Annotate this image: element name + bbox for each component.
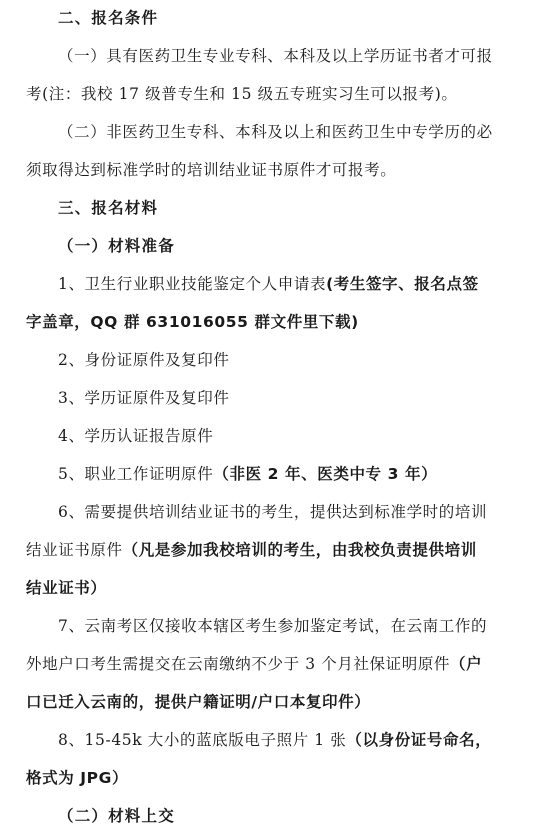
material-8-line-2: 格式为 JPG） — [26, 769, 129, 787]
requirement-2-line-2: 须取得达到标准学时的培训结业证书原件才可报考。 — [26, 161, 397, 179]
material-6-line-3: 结业证书） — [26, 579, 107, 597]
material-5 — [58, 464, 437, 484]
material-8-text: 8、15-45k 大小的蓝底版电子照片 1 张 — [58, 731, 347, 749]
material-3: 3、学历证原件及复印件 — [58, 389, 230, 407]
material-8-note: （以身份证号命名， — [346, 731, 492, 749]
material-1-text: 1、卫生行业职业技能鉴定个人申请表 — [58, 275, 327, 293]
material-6-text: 结业证书原件 — [26, 541, 123, 559]
section-heading-requirements: 二、报名条件 — [58, 9, 159, 27]
material-7-line-2 — [26, 654, 482, 674]
requirement-2-line-1: （二）非医药卫生专科、本科及以上和医药卫生中专学历的必 — [58, 123, 493, 141]
material-5-note: （非医 2 年、医类中专 3 年） — [213, 465, 438, 483]
subheading-material-submission: （二）材料上交 — [58, 807, 175, 825]
material-1-line-2: 字盖章，QQ 群 631016055 群文件里下载) — [26, 313, 359, 331]
subheading-material-preparation: （一）材料准备 — [58, 237, 175, 255]
requirement-1-line-2: 考(注：我校 17 级普专生和 15 级五专班实习生可以报考)。 — [26, 85, 458, 103]
material-7-text: 外地户口考生需提交在云南缴纳不少于 3 个月社保证明原件 — [26, 655, 451, 673]
material-4: 4、学历认证报告原件 — [58, 427, 214, 445]
material-7-line-1: 7、云南考区仅接收本辖区考生参加鉴定考试，在云南工作的 — [58, 617, 488, 635]
material-6-line-1: 6、需要提供培训结业证书的考生，提供达到标准学时的培训 — [58, 503, 488, 521]
requirement-1-line-1: （一）具有医药卫生专业专科、本科及以上学历证书者才可报 — [58, 47, 493, 65]
material-2: 2、身份证原件及复印件 — [58, 351, 230, 369]
section-heading-materials: 三、报名材料 — [58, 199, 159, 217]
material-7-note: （户 — [450, 655, 483, 673]
material-8-line-1 — [58, 730, 491, 750]
material-7-line-3: 口已迁入云南的，提供户籍证明/户口本复印件） — [26, 693, 371, 711]
material-6-note: （凡是参加我校培训的考生，由我校负责提供培训 — [122, 541, 477, 559]
material-1-note: (考生签字、报名点签 — [326, 275, 479, 293]
material-6-line-2 — [26, 540, 477, 560]
material-5-text: 5、职业工作证明原件 — [58, 465, 214, 483]
material-1-line-1 — [58, 274, 479, 294]
